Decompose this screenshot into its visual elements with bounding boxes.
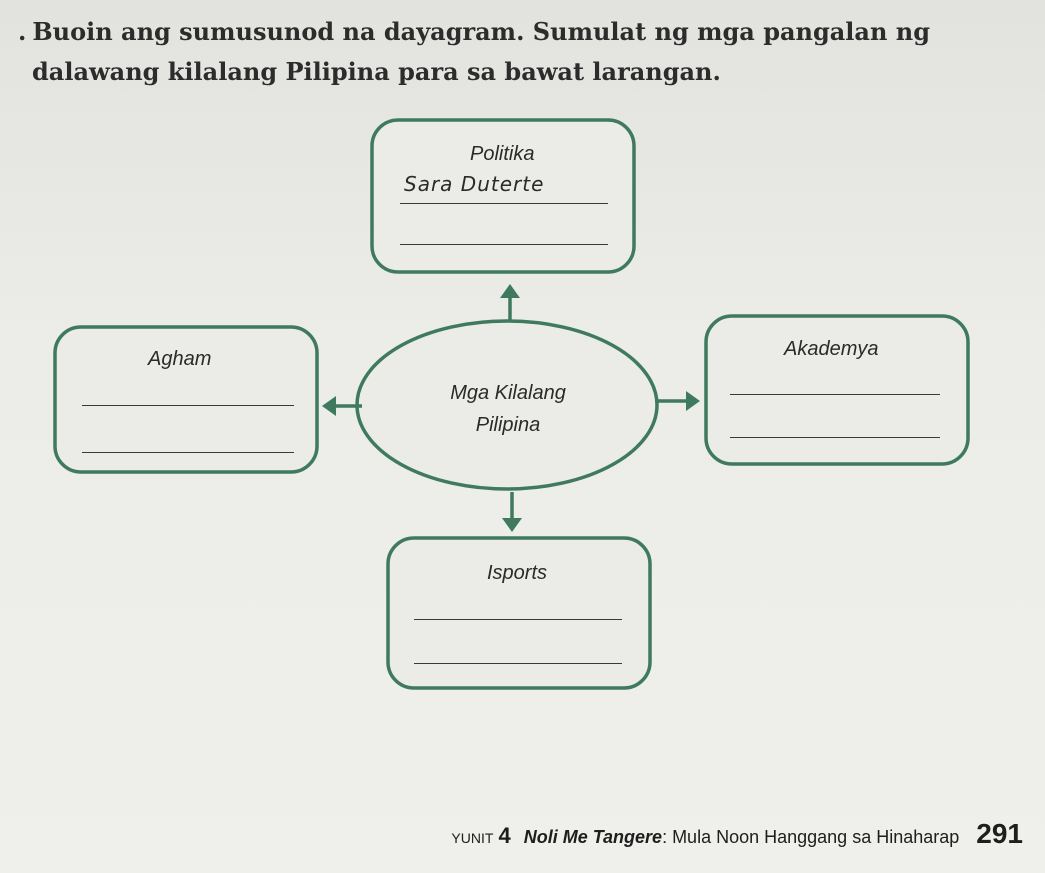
politika-line-2 [400, 244, 608, 245]
politika-line-1 [400, 203, 608, 204]
akademya-line-2 [730, 437, 940, 438]
agham-line-1 [82, 405, 294, 406]
unit-number: 4 [498, 823, 511, 848]
center-label-line-1: Mga Kilalang [450, 382, 566, 404]
agham-label: Agham [148, 348, 212, 370]
politika-answer-1[interactable]: Sara Duterte [404, 172, 545, 196]
page-footer [451, 818, 1023, 850]
akademya-label: Akademya [784, 338, 879, 360]
item-number: . [18, 17, 27, 46]
arrow-down-head [502, 518, 522, 532]
arrow-up-head [500, 284, 520, 298]
box-isports [388, 538, 650, 688]
isports-line-2 [414, 663, 622, 664]
akademya-line-1 [730, 394, 940, 395]
book-title: Noli Me Tangere [523, 827, 663, 847]
politika-label: Politika [470, 143, 535, 165]
instruction-sentence-1: Buoin ang sumusunod na dayagram. Sumulat ng mga pangalan ng [32, 17, 931, 46]
arrow-left-head [322, 396, 336, 416]
unit-word: YUNIT [451, 830, 494, 846]
center-label [410, 377, 606, 441]
book-subtitle: : Mula Noon Hanggang sa Hinaharap [662, 827, 960, 847]
arrow-right-head [686, 391, 700, 411]
page-number: 291 [976, 818, 1023, 849]
instruction-line-2: dalawang kilalang Pilipina para sa bawat larangan. [32, 57, 721, 86]
agham-line-2 [82, 452, 294, 453]
isports-label: Isports [487, 562, 548, 584]
center-label-line-2: Pilipina [475, 414, 541, 436]
isports-line-1 [414, 619, 622, 620]
